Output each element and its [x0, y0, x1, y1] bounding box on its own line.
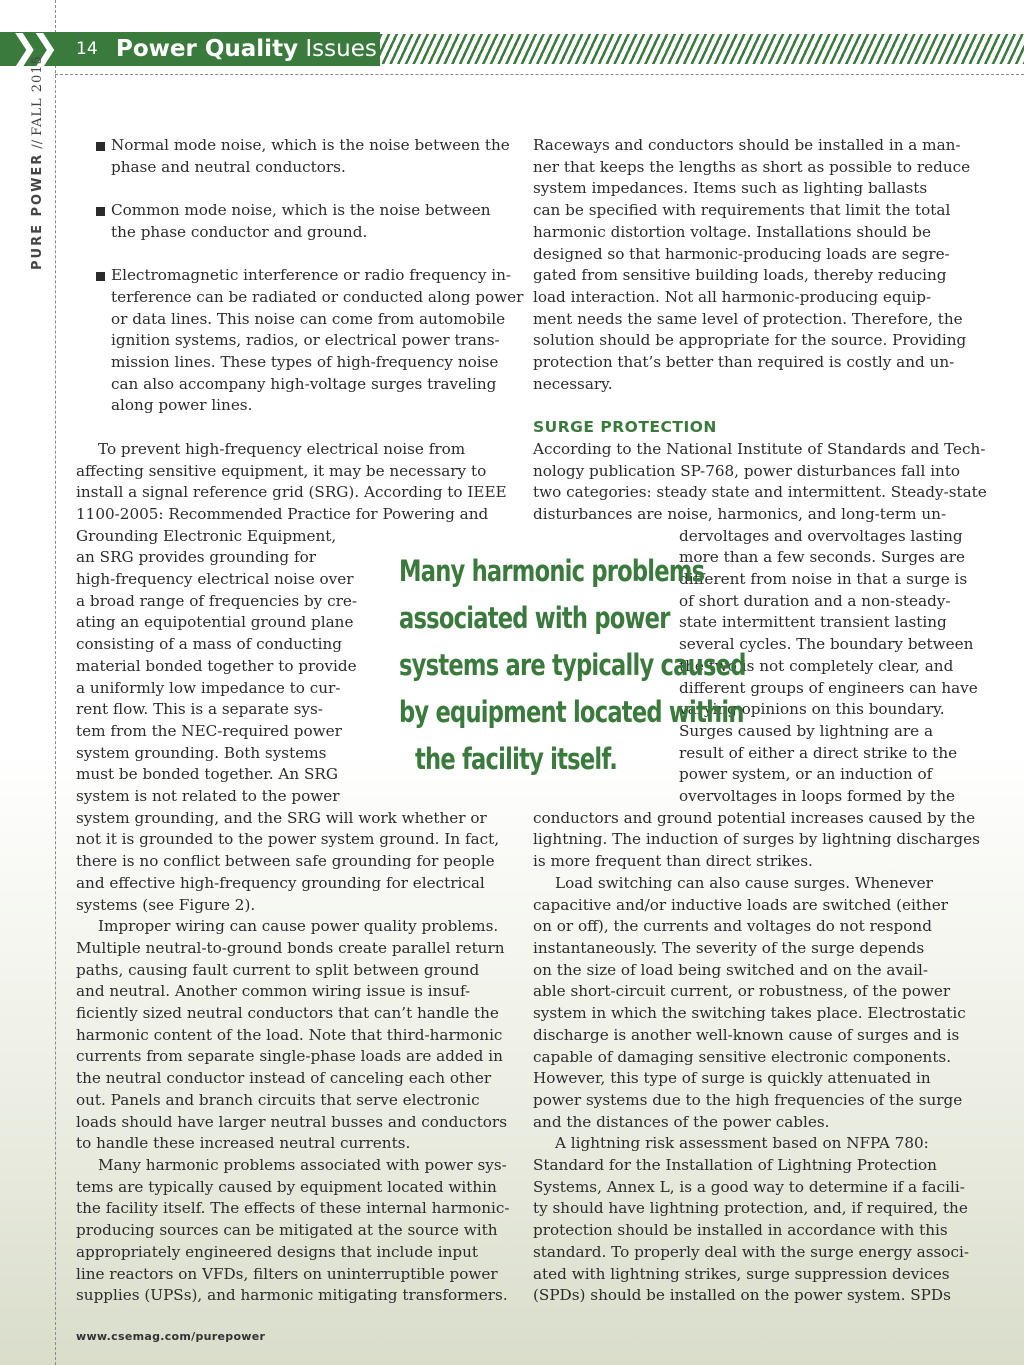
paragraph-wiring	[76, 916, 506, 1155]
text-line: not it is grounded to the power system ground. In fact,	[76, 830, 500, 849]
text-line: the phase conductor and ground.	[111, 222, 368, 241]
text-line: several cycles. The boundary between	[679, 635, 974, 654]
text-line: rent flow. This is a separate sys-	[76, 700, 323, 719]
text-line: Multiple neutral-to-ground bonds create parallel return	[76, 938, 505, 957]
paragraph-raceways	[533, 135, 973, 395]
section-header	[0, 28, 1024, 68]
text-line: on or off), the currents and voltages do not respond	[533, 917, 932, 936]
text-line: along power lines.	[111, 396, 253, 415]
margin-guide-line	[55, 0, 56, 1365]
text-line: supplies (UPSs), and harmonic mitigating transformers.	[76, 1286, 508, 1305]
text-line: must be bonded together. An SRG	[76, 765, 338, 784]
text-line: a broad range of frequencies by cre-	[76, 591, 357, 610]
text-line: necessary.	[533, 374, 613, 393]
text-line: nology publication SP-768, power disturbances fall into	[533, 461, 961, 480]
text-line: designed so that harmonic-producing loads are segre-	[533, 244, 950, 263]
text-line: paths, causing fault current to split between ground	[76, 960, 480, 979]
text-line: conductors and ground potential increases caused by the	[533, 808, 976, 827]
text-line: result of either a direct strike to the	[679, 743, 958, 762]
text-line: system impedances. Items such as lighting ballasts	[533, 179, 928, 198]
text-line: loads should have larger neutral busses and conductors	[76, 1112, 507, 1131]
text-line: terference can be radiated or conducted along power	[111, 287, 524, 306]
text-line: system in which the switching takes place. Electrostatic	[533, 1004, 966, 1023]
text-line: affecting sensitive equipment, it may be necessary to	[76, 461, 487, 480]
text-line: on the size of load being switched and on the avail-	[533, 960, 928, 979]
pull-quote-line: systems are typically caused	[399, 648, 746, 682]
text-line: and the distances of the power cables.	[533, 1112, 830, 1131]
text-line: system grounding. Both systems	[76, 743, 327, 762]
text-line: ty should have lightning protection, and, if required, the	[533, 1199, 968, 1218]
text-line: ated with lightning strikes, surge suppression devices	[533, 1264, 950, 1283]
text-line: can also accompany high-voltage surges traveling	[111, 374, 497, 393]
bullet-item	[76, 135, 510, 178]
text-line: able short-circuit current, or robustness, of the power	[533, 982, 951, 1001]
text-line: overvoltages in loops formed by the	[679, 787, 955, 806]
text-line: more than a few seconds. Surges are	[679, 548, 965, 567]
text-line: system is not related to the power	[76, 787, 340, 806]
text-line: dervoltages and overvoltages lasting	[679, 526, 963, 545]
text-line: ating an equipotential ground plane	[76, 613, 354, 632]
pull-quote-line: associated with power	[399, 601, 670, 635]
text-line: Raceways and conductors should be installed in a man-	[533, 136, 961, 154]
text-line: Improper wiring can cause power quality problems.	[98, 917, 499, 936]
text-line: Common mode noise, which is the noise between	[111, 201, 491, 220]
paragraph-lightning	[533, 1133, 973, 1307]
bullet-item	[76, 265, 524, 417]
text-line: material bonded together to provide	[76, 656, 357, 675]
text-line: out. Panels and branch circuits that serve electronic	[76, 1090, 480, 1109]
text-line: load interaction. Not all harmonic-producing equip-	[533, 287, 932, 306]
text-line: power system, or an induction of	[679, 765, 933, 784]
text-line: tem from the NEC-required power	[76, 721, 342, 740]
section-title	[116, 35, 377, 63]
text-line: the facility itself. The effects of these internal harmonic-	[76, 1199, 510, 1218]
text-line: 1100-2005: Recommended Practice for Powering and	[76, 504, 489, 523]
text-line: there is no conflict between safe grounding for people	[76, 852, 495, 871]
text-line: two categories: steady state and intermittent. Steady-state	[533, 483, 987, 502]
text-line: harmonic distortion voltage. Installations should be	[533, 222, 931, 241]
text-line: tems are typically caused by equipment located within	[76, 1177, 497, 1196]
text-line: phase and neutral conductors.	[111, 157, 346, 176]
text-line: ment needs the same level of protection. Therefore, the	[533, 309, 963, 328]
double-chevron-icon: ❯❯	[10, 28, 51, 68]
section-title-light: Issues	[305, 36, 377, 62]
bullet-item	[76, 200, 506, 243]
paragraph-harmonic	[76, 1155, 510, 1307]
text-line: ner that keeps the lengths as short as possible to reduce	[533, 157, 971, 176]
text-line: an SRG provides grounding for	[76, 548, 316, 567]
text-line: To prevent high-frequency electrical noise from	[98, 439, 466, 458]
text-line: mission lines. These types of high-frequency noise	[111, 353, 499, 371]
text-line: currents from separate single-phase loads are added in	[76, 1047, 503, 1066]
text-line: A lightning risk assessment based on NFPA 780:	[555, 1134, 929, 1153]
text-line: Load switching can also cause surges. Whenever	[555, 873, 933, 892]
text-line: Systems, Annex L, is a good way to determine if a facili-	[533, 1177, 965, 1196]
paragraph-load-switching	[533, 873, 973, 1133]
text-line: Standard for the Installation of Lightning Protection	[533, 1156, 937, 1175]
text-line: protection should be installed in accordance with this	[533, 1221, 948, 1240]
text-line: capacitive and/or inductive loads are switched (either	[533, 895, 948, 914]
text-line: a uniformly low impedance to cur-	[76, 678, 341, 697]
header-divider	[55, 74, 1024, 75]
text-line: gated from sensitive building loads, thereby reducing	[533, 266, 947, 285]
text-line: (SPDs) should be installed on the power system. SPDs	[533, 1286, 951, 1305]
text-line: high-frequency electrical noise over	[76, 570, 354, 589]
pull-quote	[399, 548, 746, 783]
publication-name: PURE POWER	[30, 152, 45, 270]
text-line: Grounding Electronic Equipment,	[76, 526, 337, 545]
text-line: the two is not completely clear, and	[679, 656, 954, 675]
text-line: harmonic content of the load. Note that third-harmonic	[76, 1025, 503, 1044]
text-line: Electromagnetic interference or radio frequency in-	[111, 266, 512, 285]
text-line: systems (see Figure 2).	[76, 895, 256, 914]
running-head-separator: //	[30, 139, 45, 149]
text-line: ficiently sized neutral conductors that can’t handle the	[76, 1004, 499, 1023]
text-line: standard. To properly deal with the surge energy associ-	[533, 1242, 969, 1261]
text-line: However, this type of surge is quickly attenuated in	[533, 1069, 931, 1088]
text-line: varying opinions on this boundary.	[679, 700, 945, 719]
text-line: Surges caused by lightning are a	[679, 721, 934, 740]
text-line: line reactors on VFDs, filters on uninterruptible power	[76, 1264, 498, 1283]
text-line: disturbances are noise, harmonics, and long-term un-	[533, 504, 947, 523]
text-line: and effective high-frequency grounding for electrical	[76, 873, 485, 892]
footer-url: www.csemag.com/purepower	[76, 1330, 266, 1343]
text-line: ignition systems, radios, or electrical power trans-	[111, 331, 500, 350]
text-line: appropriately engineered designs that include input	[76, 1242, 478, 1261]
text-line: of short duration and a non-steady-	[679, 591, 951, 610]
text-line: instantaneously. The severity of the surge depends	[533, 939, 925, 957]
issue-date: FALL 2015	[30, 55, 45, 136]
text-line: capable of damaging sensitive electronic components.	[533, 1047, 952, 1066]
text-line: power systems due to the high frequencies of the surge	[533, 1090, 963, 1109]
text-line: Many harmonic problems associated with power sys-	[98, 1156, 507, 1174]
text-line: According to the National Institute of Standards and Tech-	[533, 439, 986, 458]
text-line: the neutral conductor instead of canceling each other	[76, 1069, 492, 1088]
page-number: 14	[76, 39, 98, 59]
text-line: is more frequent than direct strikes.	[533, 852, 813, 871]
text-line: lightning. The induction of surges by lightning discharges	[533, 830, 980, 849]
text-line: and neutral. Another common wiring issue is insuf-	[76, 982, 471, 1001]
pull-quote-line: by equipment located within	[399, 695, 744, 729]
text-line: state intermittent transient lasting	[679, 613, 947, 632]
text-line: solution should be appropriate for the source. Providing	[533, 331, 967, 350]
text-line: protection that’s better than required is costly and un-	[533, 353, 955, 372]
pull-quote-line: Many harmonic problems	[399, 554, 705, 588]
text-line: consisting of a mass of conducting	[76, 635, 343, 654]
header-hatch-pattern	[380, 34, 1024, 64]
section-title-bold: Power Quality	[116, 36, 299, 62]
text-line: discharge is another well-known cause of surges and is	[533, 1025, 960, 1044]
text-line: to handle these increased neutral currents.	[76, 1134, 411, 1153]
text-line: different groups of engineers can have	[679, 678, 978, 697]
text-line: install a signal reference grid (SRG). According to IEEE	[76, 483, 507, 502]
text-line: Normal mode noise, which is the noise between the	[111, 136, 510, 154]
text-line: producing sources can be mitigated at the source with	[76, 1221, 498, 1240]
bullet-list	[76, 135, 524, 417]
text-line: different from noise in that a surge is	[679, 570, 968, 589]
subhead-surge-protection: SURGE PROTECTION	[533, 418, 717, 437]
text-line: can be specified with requirements that limit the total	[533, 201, 951, 220]
running-head	[28, 55, 48, 270]
text-line: system grounding, and the SRG will work whether or	[76, 808, 487, 827]
pull-quote-line: the facility itself.	[414, 742, 618, 776]
text-line: or data lines. This noise can come from automobile	[111, 309, 506, 328]
